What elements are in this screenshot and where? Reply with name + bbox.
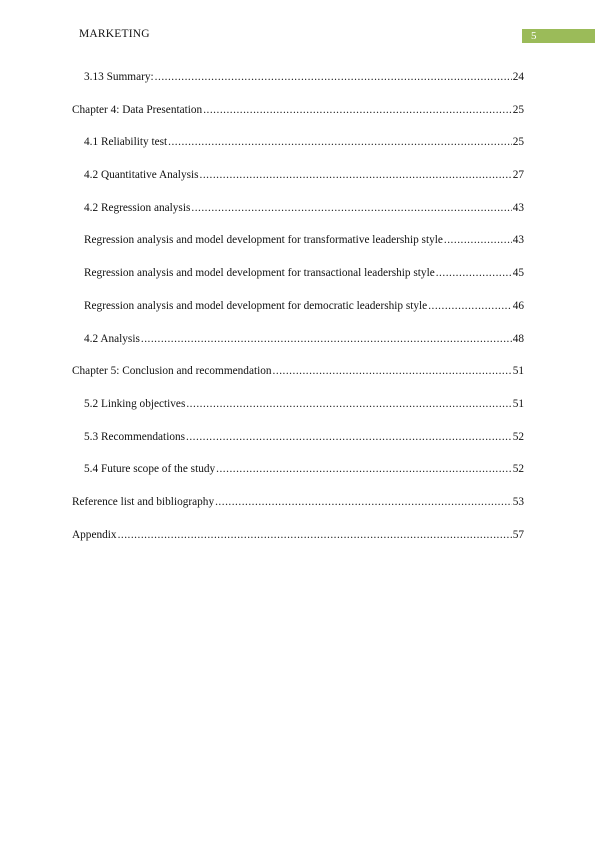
toc-entry-page: 51	[512, 397, 524, 410]
toc-entry[interactable]	[72, 234, 524, 267]
toc-entry[interactable]	[72, 136, 524, 169]
toc-entry-page: 45	[512, 267, 524, 280]
toc-dot-leader	[216, 463, 512, 475]
table-of-contents	[72, 71, 524, 561]
toc-entry-label: Regression analysis and model development for transformative leadership style	[84, 234, 443, 247]
toc-entry-page: 52	[512, 463, 524, 476]
toc-entry-page: 52	[512, 430, 524, 443]
toc-entry-label: Regression analysis and model development for transactional leadership style	[84, 267, 435, 280]
toc-entry-label: 4.2 Analysis	[84, 332, 140, 345]
toc-entry-page: 51	[512, 365, 524, 378]
toc-dot-leader	[141, 333, 512, 345]
toc-entry[interactable]	[72, 463, 524, 496]
toc-entry-page: 53	[512, 495, 524, 508]
toc-dot-leader	[203, 104, 512, 116]
toc-entry[interactable]	[72, 71, 524, 104]
toc-entry-label: Appendix	[72, 528, 117, 541]
page-number-badge: 5	[522, 29, 595, 43]
toc-entry-label: Chapter 5: Conclusion and recommendation	[72, 365, 272, 378]
toc-dot-leader	[155, 71, 512, 83]
toc-entry[interactable]	[72, 365, 524, 398]
toc-entry-page: 24	[512, 71, 524, 83]
toc-dot-leader	[186, 431, 512, 443]
toc-entry[interactable]	[72, 202, 524, 235]
toc-entry[interactable]	[72, 431, 524, 464]
toc-entry-page: 25	[512, 103, 524, 116]
toc-entry[interactable]	[72, 496, 524, 529]
toc-dot-leader	[200, 169, 512, 181]
toc-entry-label: Chapter 4: Data Presentation	[72, 103, 203, 116]
toc-dot-leader	[186, 398, 511, 410]
toc-dot-leader	[191, 202, 511, 214]
toc-dot-leader	[436, 267, 512, 279]
toc-entry[interactable]	[72, 333, 524, 366]
toc-entry-page: 25	[512, 136, 524, 149]
toc-entry-label: 5.2 Linking objectives	[84, 397, 186, 410]
toc-dot-leader	[215, 496, 512, 508]
toc-entry-label: Regression analysis and model development for democratic leadership style	[84, 299, 428, 312]
toc-entry-label: 3.13 Summary:	[84, 71, 154, 83]
toc-entry-label: Reference list and bibliography	[72, 495, 215, 508]
toc-dot-leader	[168, 136, 512, 148]
toc-entry[interactable]	[72, 169, 524, 202]
toc-dot-leader	[273, 365, 512, 377]
toc-entry[interactable]	[72, 398, 524, 431]
toc-entry-label: 4.2 Quantitative Analysis	[84, 169, 199, 182]
toc-entry[interactable]	[72, 300, 524, 333]
toc-entry[interactable]	[72, 267, 524, 300]
toc-entry[interactable]	[72, 529, 524, 562]
toc-entry-page: 57	[512, 528, 524, 541]
toc-entry-page: 48	[512, 332, 524, 345]
toc-entry-label: 4.2 Regression analysis	[84, 201, 191, 214]
toc-entry-page: 43	[512, 234, 524, 247]
toc-entry-label: 5.3 Recommendations	[84, 430, 186, 443]
toc-entry-page: 43	[512, 201, 524, 214]
toc-entry-page: 46	[512, 299, 524, 312]
toc-dot-leader	[118, 529, 512, 541]
toc-entry-page: 27	[512, 169, 524, 182]
toc-entry-label: 4.1 Reliability test	[84, 136, 168, 149]
toc-dot-leader	[428, 300, 512, 312]
running-header-title: MARKETING	[79, 28, 150, 40]
toc-entry[interactable]	[72, 104, 524, 137]
toc-dot-leader	[444, 234, 512, 246]
toc-entry-label: 5.4 Future scope of the study	[84, 463, 216, 476]
